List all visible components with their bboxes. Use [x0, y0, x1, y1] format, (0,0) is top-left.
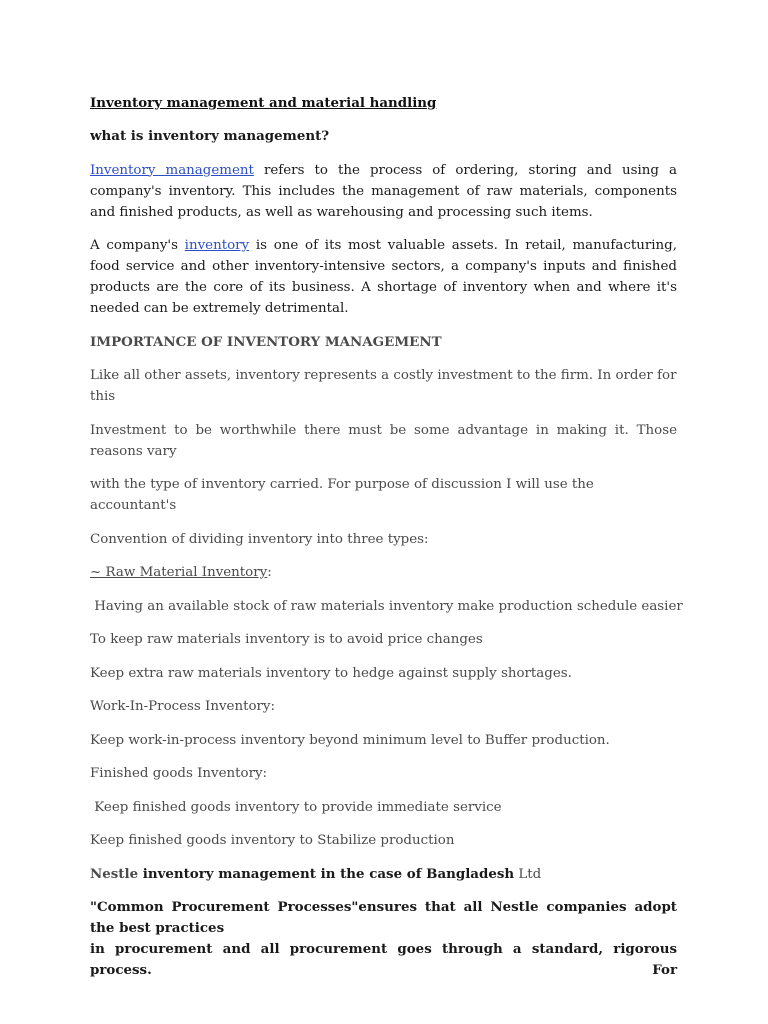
- inventory-link[interactable]: inventory: [184, 238, 250, 253]
- raw-material-heading-text: ~ Raw Material Inventory: [90, 565, 268, 580]
- importance-line-3: with the type of inventory carried. For purpose of discussion I will use the accountant's: [90, 477, 594, 513]
- paragraph-definition: [90, 160, 677, 223]
- procurement-line-1: "Common Procurement Processes"ensures that all Nestle companies adopt the best practices: [90, 899, 677, 936]
- nestle-word: Nestle: [90, 865, 139, 882]
- inventory-management-link[interactable]: Inventory management: [90, 162, 254, 178]
- finished-goods-line-2: Keep finished goods inventory to Stabilize production: [90, 833, 455, 848]
- paragraph-assets: [90, 235, 677, 319]
- nestle-heading: [90, 864, 677, 885]
- paragraph-definition-text: refers to the process of ordering, storing and using a company's inventory. This includes the management of raw materials, components and finished products, as well as warehousing and processing such items.: [90, 162, 677, 220]
- finished-goods-line-1: Keep finished goods inventory to provide immediate service: [90, 799, 502, 815]
- wip-line-1: Keep work-in-process inventory beyond minimum level to Buffer production.: [90, 732, 610, 748]
- paragraph-assets-lead: A company's: [90, 238, 185, 253]
- document-title: Inventory management and material handling: [90, 95, 437, 111]
- finished-goods-heading: Finished goods Inventory:: [90, 766, 268, 781]
- raw-material-line-2: To keep raw materials inventory is to avoid price changes: [90, 632, 483, 647]
- document-body: [90, 93, 683, 994]
- importance-line-1: Like all other assets, inventory represents a costly investment to the firm. In order for this: [90, 368, 677, 404]
- raw-material-heading-colon: :: [267, 565, 272, 580]
- question-heading: what is inventory management?: [90, 128, 330, 144]
- procurement-line-2: in procurement and all procurement goes through a standard, rigorous process. For: [90, 941, 677, 978]
- importance-heading: IMPORTANCE OF INVENTORY MANAGEMENT: [90, 333, 442, 350]
- importance-line-4: Convention of dividing inventory into three types:: [90, 531, 429, 547]
- raw-material-line-3: Keep extra raw materials inventory to hedge against supply shortages.: [90, 665, 572, 681]
- raw-material-heading: [90, 562, 677, 583]
- paragraph-assets-text: is one of its most valuable assets. In retail, manufacturing, food service and other inventory-intensive sectors, a company's inputs and finished products are the core of its business. A shortage of inventory when and where it's needed can be extremely detrimental.: [90, 238, 677, 316]
- importance-line-2: Investment to be worthwhile there must be some advantage in making it. Those reasons vary: [90, 422, 677, 459]
- nestle-heading-text: inventory management in the case of Bangladesh: [138, 865, 515, 882]
- raw-material-line-1: Having an available stock of raw materials inventory make production schedule easier: [90, 598, 683, 614]
- wip-heading: Work-In-Process Inventory:: [90, 699, 276, 714]
- nestle-ltd: Ltd: [514, 866, 542, 882]
